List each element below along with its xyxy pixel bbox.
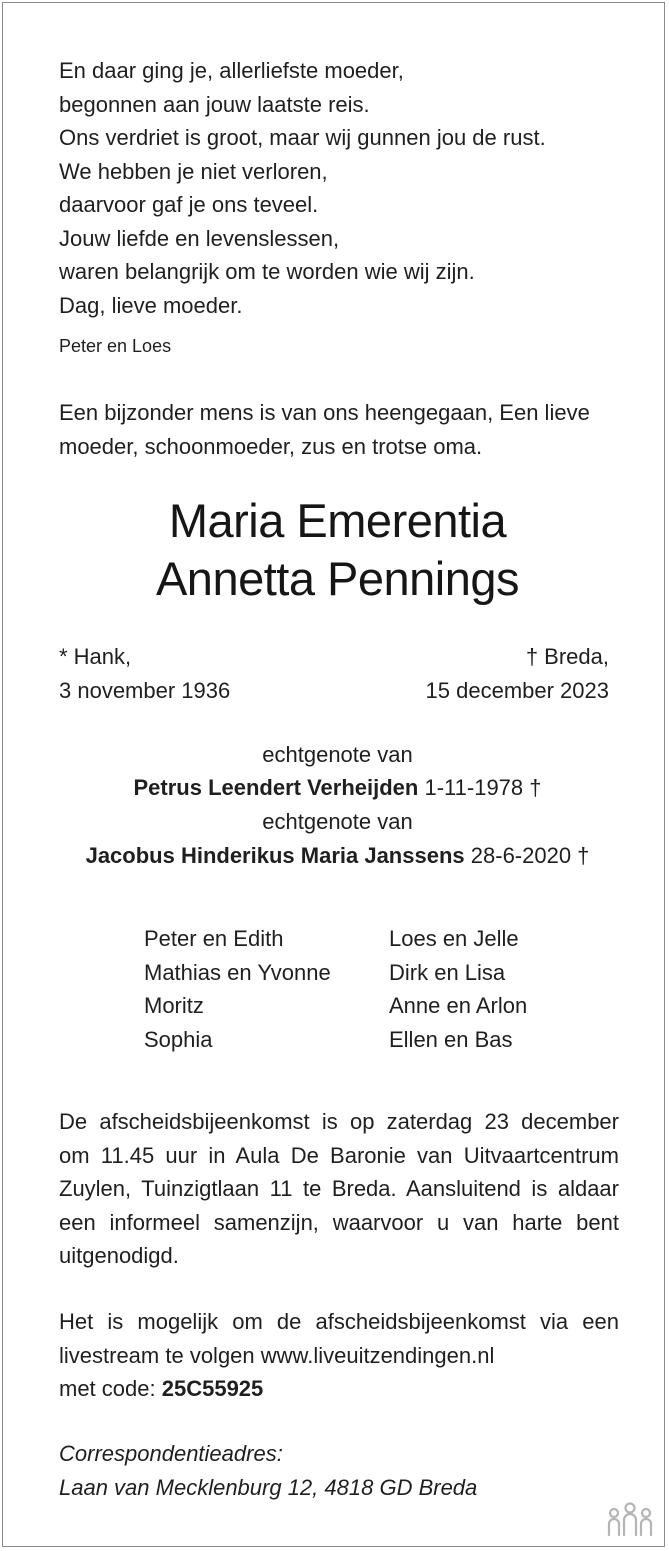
poem: [59, 54, 546, 322]
obituary-card: [2, 2, 665, 1547]
death-date: 15 december 2023: [425, 677, 609, 703]
poem-line: En daar ging je, allerliefste moeder,: [59, 58, 404, 83]
spouse-date: 1-11-1978 †: [424, 775, 542, 800]
poem-line: Dag, lieve moeder.: [59, 292, 243, 318]
correspondence-address: Laan van Mecklenburg 12, 4818 GD Breda: [59, 1474, 478, 1500]
spouse-name: Petrus Leendert Verheijden: [133, 775, 419, 800]
livestream-code-label: met code:: [59, 1376, 156, 1401]
poem-line: daarvoor gaf je ons teveel.: [59, 192, 319, 217]
deceased-name-line2: Annetta Pennings: [155, 552, 520, 605]
correspondence-label: Correspondentieadres:: [59, 1441, 283, 1466]
family-member: Mathias en Yvonne: [144, 959, 331, 985]
birth-place: * Hank,: [59, 644, 132, 669]
poem-line: waren belangrijk om te worden wie wij zijn.: [59, 259, 475, 284]
death-info: [426, 640, 609, 707]
deceased-name-line1: Maria Emerentia: [168, 494, 507, 547]
birth-date: 3 november 1936: [59, 677, 231, 703]
family-column-left: [144, 922, 331, 1056]
spouse-line: [3, 771, 669, 805]
livestream-code: 25C55925: [161, 1376, 264, 1401]
livestream-info: [59, 1305, 619, 1406]
spouse-relation: echtgenote van: [262, 742, 413, 767]
poem-signature: Peter en Loes: [59, 336, 172, 356]
family-member: Anne en Arlon: [389, 993, 528, 1018]
correspondence: [59, 1437, 477, 1504]
family-member: Sophia: [144, 1026, 213, 1052]
death-place: † Breda,: [525, 644, 609, 669]
family-column-right: [389, 922, 527, 1056]
family-member: Peter en Edith: [144, 926, 284, 951]
poem-line: Jouw liefde en levenslessen,: [59, 225, 340, 251]
poem-line: We hebben je niet verloren,: [59, 158, 328, 184]
family-member: Ellen en Bas: [389, 1026, 513, 1052]
ceremony-text: De afscheidsbijeenkomst is op zaterdag 23 december om 11.45 uur in Aula De Baronie van Uitvaartcentrum Zuylen, Tuinzigtlaan 11 te Breda. Aansluitend is aldaar een informeel samenzijn, waarvoor u van harte bent uitgenodigd.: [59, 1109, 619, 1268]
spouse-name: Jacobus Hinderikus Maria Janssens: [85, 843, 465, 868]
spouse-relation: echtgenote van: [262, 809, 413, 834]
poem-line: begonnen aan jouw laatste reis.: [59, 91, 370, 117]
livestream-text: Het is mogelijk om de afscheidsbijeenkomst via een livestream te volgen www.liveuitzendingen.nl: [59, 1309, 619, 1368]
birth-info: [59, 640, 230, 707]
spouse-date: 28-6-2020 †: [470, 843, 590, 868]
family-member: Moritz: [144, 993, 204, 1018]
poem-line: Ons verdriet is groot, maar wij gunnen jou de rust.: [59, 125, 546, 150]
family-member: Loes en Jelle: [389, 926, 519, 951]
spouse-line: [3, 839, 669, 873]
people-group-icon: [606, 1502, 654, 1536]
family-member: Dirk en Lisa: [389, 959, 506, 985]
intro-text: Een bijzonder mens is van ons heengegaan, Een lieve moeder, schoonmoeder, zus en trotse oma.: [59, 400, 590, 459]
